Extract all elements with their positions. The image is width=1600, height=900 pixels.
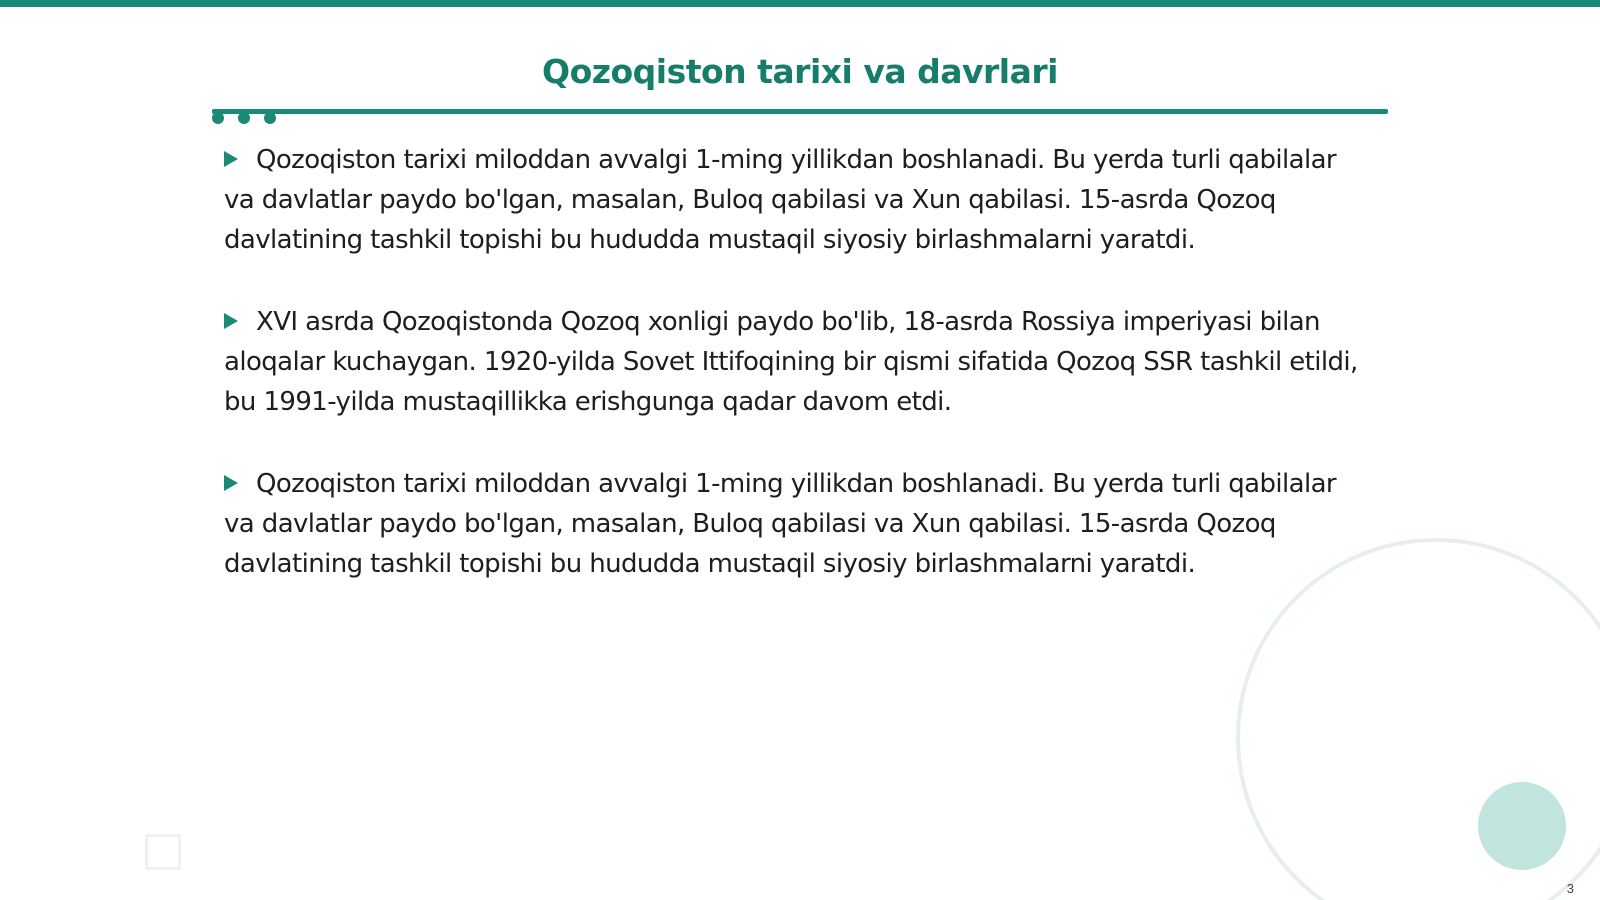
paragraph-text: Qozoqiston tarixi miloddan avvalgi 1-ming yillikdan boshlanadi. Bu yerda turli qabilalar va davlatlar paydo bo'lgan, masalan, Buloq qabilasi va Xun qabilasi. 15-asrda Qozoq davlatining tashkil topishi bu hududda mustaqil siyosiy birlashmalarni yaratdi.	[224, 469, 1337, 579]
triangle-right-icon	[224, 475, 238, 491]
decorative-square	[145, 834, 181, 870]
underline-dot	[212, 112, 224, 124]
paragraph-text: XVI asrda Qozoqistonda Qozoq xonligi paydo bo'lib, 18-asrda Rossiya imperiyasi bilan aloqalar kuchaygan. 1920-yilda Sovet Ittifoqining bir qismi sifatida Qozoq SSR tashkil etildi, bu 1991-yilda mustaqillikka erishgunga qadar davom etdi.	[224, 307, 1358, 417]
slide-body	[224, 140, 1364, 626]
slide-title: Qozoqiston tarixi va davrlari	[542, 52, 1058, 91]
top-accent-bar	[0, 0, 1600, 7]
bullet-paragraph	[224, 302, 1364, 422]
decorative-circle	[1478, 782, 1566, 870]
triangle-right-icon	[224, 313, 238, 329]
bullet-paragraph	[224, 140, 1364, 260]
page-number: 3	[1566, 881, 1574, 896]
title-underline	[212, 109, 1388, 114]
triangle-right-icon	[224, 151, 238, 167]
bullet-paragraph	[224, 464, 1364, 584]
underline-dot	[264, 112, 276, 124]
paragraph-text: Qozoqiston tarixi miloddan avvalgi 1-ming yillikdan boshlanadi. Bu yerda turli qabilalar va davlatlar paydo bo'lgan, masalan, Buloq qabilasi va Xun qabilasi. 15-asrda Qozoq davlatining tashkil topishi bu hududda mustaqil siyosiy birlashmalarni yaratdi.	[224, 145, 1337, 255]
underline-dot	[238, 112, 250, 124]
